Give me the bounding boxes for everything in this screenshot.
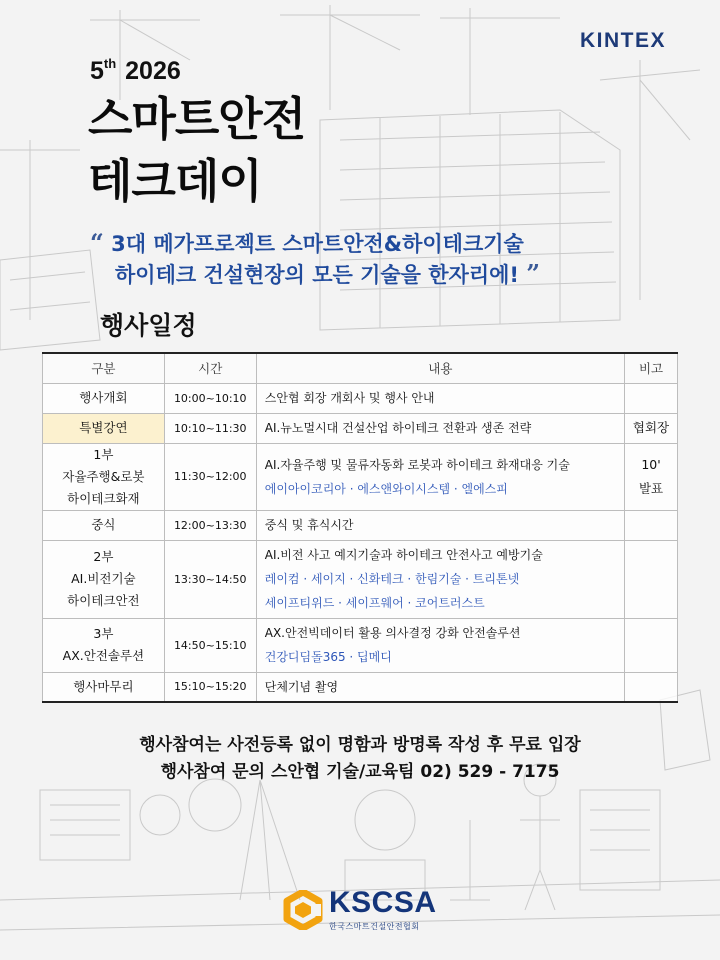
category-line: AI.비전기술 <box>71 571 136 586</box>
row-note <box>625 540 678 618</box>
schedule-header-row <box>43 353 678 383</box>
content-line: 스안협 회장 개회사 및 행사 안내 <box>264 391 435 405</box>
row-time: 12:00~13:30 <box>164 510 256 540</box>
note-line: 10' <box>641 456 661 472</box>
event-year: 2026 <box>125 57 181 85</box>
slogan <box>90 228 650 290</box>
content-line: AI.뉴노멀시대 건설산업 하이테크 전환과 생존 전략 <box>264 421 532 435</box>
schedule-row <box>43 413 678 443</box>
schedule-table <box>42 352 678 703</box>
row-content <box>256 510 624 540</box>
schedule-row <box>43 383 678 413</box>
category-line: 자율주행&로봇 <box>62 468 145 484</box>
category-line: 하이테크화재 <box>67 490 140 506</box>
kscsa-logo <box>283 888 437 932</box>
admission-note: 행사참여는 사전등록 없이 명함과 방명록 작성 후 무료 입장 <box>139 735 581 755</box>
row-category <box>43 540 165 618</box>
slogan-line1: 3대 메가프로젝트 스마트안전&하이테크기술 <box>111 232 524 256</box>
row-time: 11:30~12:00 <box>164 443 256 510</box>
header-category: 구분 <box>43 353 165 383</box>
edition-label <box>90 56 181 86</box>
row-time: 13:30~14:50 <box>164 540 256 618</box>
header-content: 내용 <box>256 353 624 383</box>
open-quote: “ <box>90 228 104 257</box>
edition-suffix: th <box>103 56 117 71</box>
content-line: AX.안전빅데이터 활용 의사결정 강화 안전솔루션 <box>264 626 521 640</box>
row-content <box>256 540 624 618</box>
header-note: 비고 <box>625 353 678 383</box>
category-line: 1부 <box>93 446 114 462</box>
category-line: 3부 <box>93 626 114 641</box>
presenter-companies: 레이컴 · 세이지 · 신화테크 · 한림기술 · 트리톤넷 <box>264 572 520 586</box>
category-line: 행사마무리 <box>73 678 134 694</box>
category-line: 특별강연 <box>79 420 128 435</box>
event-title-line1: 스마트안전 <box>88 92 306 146</box>
row-category <box>43 510 165 540</box>
presenter-companies: 세이프티위드 · 세이프웨어 · 코어트러스트 <box>264 596 485 610</box>
row-note <box>625 672 678 702</box>
row-content <box>256 672 624 702</box>
schedule-row <box>43 443 678 510</box>
row-note <box>625 383 678 413</box>
row-category <box>43 413 165 443</box>
schedule-row <box>43 672 678 702</box>
row-time: 14:50~15:10 <box>164 618 256 672</box>
presenter-companies: 에이아이코리아 · 에스앤와이시스템 · 엘에스피 <box>264 481 508 496</box>
row-category <box>43 443 165 510</box>
row-content <box>256 618 624 672</box>
content-line: 단체기념 촬영 <box>264 679 339 694</box>
category-line: 하이테크안전 <box>67 593 140 608</box>
schedule-row <box>43 618 678 672</box>
row-category <box>43 383 165 413</box>
row-note <box>625 413 678 443</box>
row-category <box>43 672 165 702</box>
kscsa-subtitle: 한국스마트건설안전협회 <box>329 922 420 931</box>
category-line: 행사개회 <box>79 390 128 405</box>
note-line: 발표 <box>638 480 664 496</box>
kscsa-text <box>329 888 437 932</box>
row-time: 10:10~11:30 <box>164 413 256 443</box>
category-line: 중식 <box>91 517 116 532</box>
row-category <box>43 618 165 672</box>
category-line: AX.안전솔루션 <box>62 648 145 663</box>
header-time: 시간 <box>164 353 256 383</box>
schedule-row <box>43 540 678 618</box>
row-time: 10:00~10:10 <box>164 383 256 413</box>
edition-number: 5 <box>90 57 104 85</box>
slogan-line2: 하이테크 건설현장의 모든 기술을 한자리에! <box>115 263 519 287</box>
contact-note: 행사참여 문의 스안협 기술/교육팀 02) 529 - 7175 <box>160 762 560 782</box>
content-line: AI.자율주행 및 물류자동화 로봇과 하이테크 화재대응 기술 <box>264 457 570 472</box>
row-note <box>625 443 678 510</box>
schedule-title: 행사일정 <box>100 311 197 340</box>
note-line: 협회장 <box>632 420 670 435</box>
kscsa-hexagon-icon <box>283 890 323 930</box>
schedule-body <box>43 383 678 702</box>
schedule-row <box>43 510 678 540</box>
kintex-logo: KINTEX <box>579 29 666 52</box>
content-line: 중식 및 휴식시간 <box>264 518 354 532</box>
event-title-line2: 테크데이 <box>88 154 262 208</box>
row-note <box>625 510 678 540</box>
row-note <box>625 618 678 672</box>
kscsa-name: KSCSA <box>329 886 437 919</box>
row-content <box>256 383 624 413</box>
presenter-companies: 건강디딤돌365 · 딥메디 <box>264 650 392 664</box>
close-quote: ” <box>526 259 541 288</box>
row-content <box>256 443 624 510</box>
row-content <box>256 413 624 443</box>
category-line: 2부 <box>93 549 114 564</box>
content-line: AI.비전 사고 예지기술과 하이테크 안전사고 예방기술 <box>264 548 543 562</box>
row-time: 15:10~15:20 <box>164 672 256 702</box>
